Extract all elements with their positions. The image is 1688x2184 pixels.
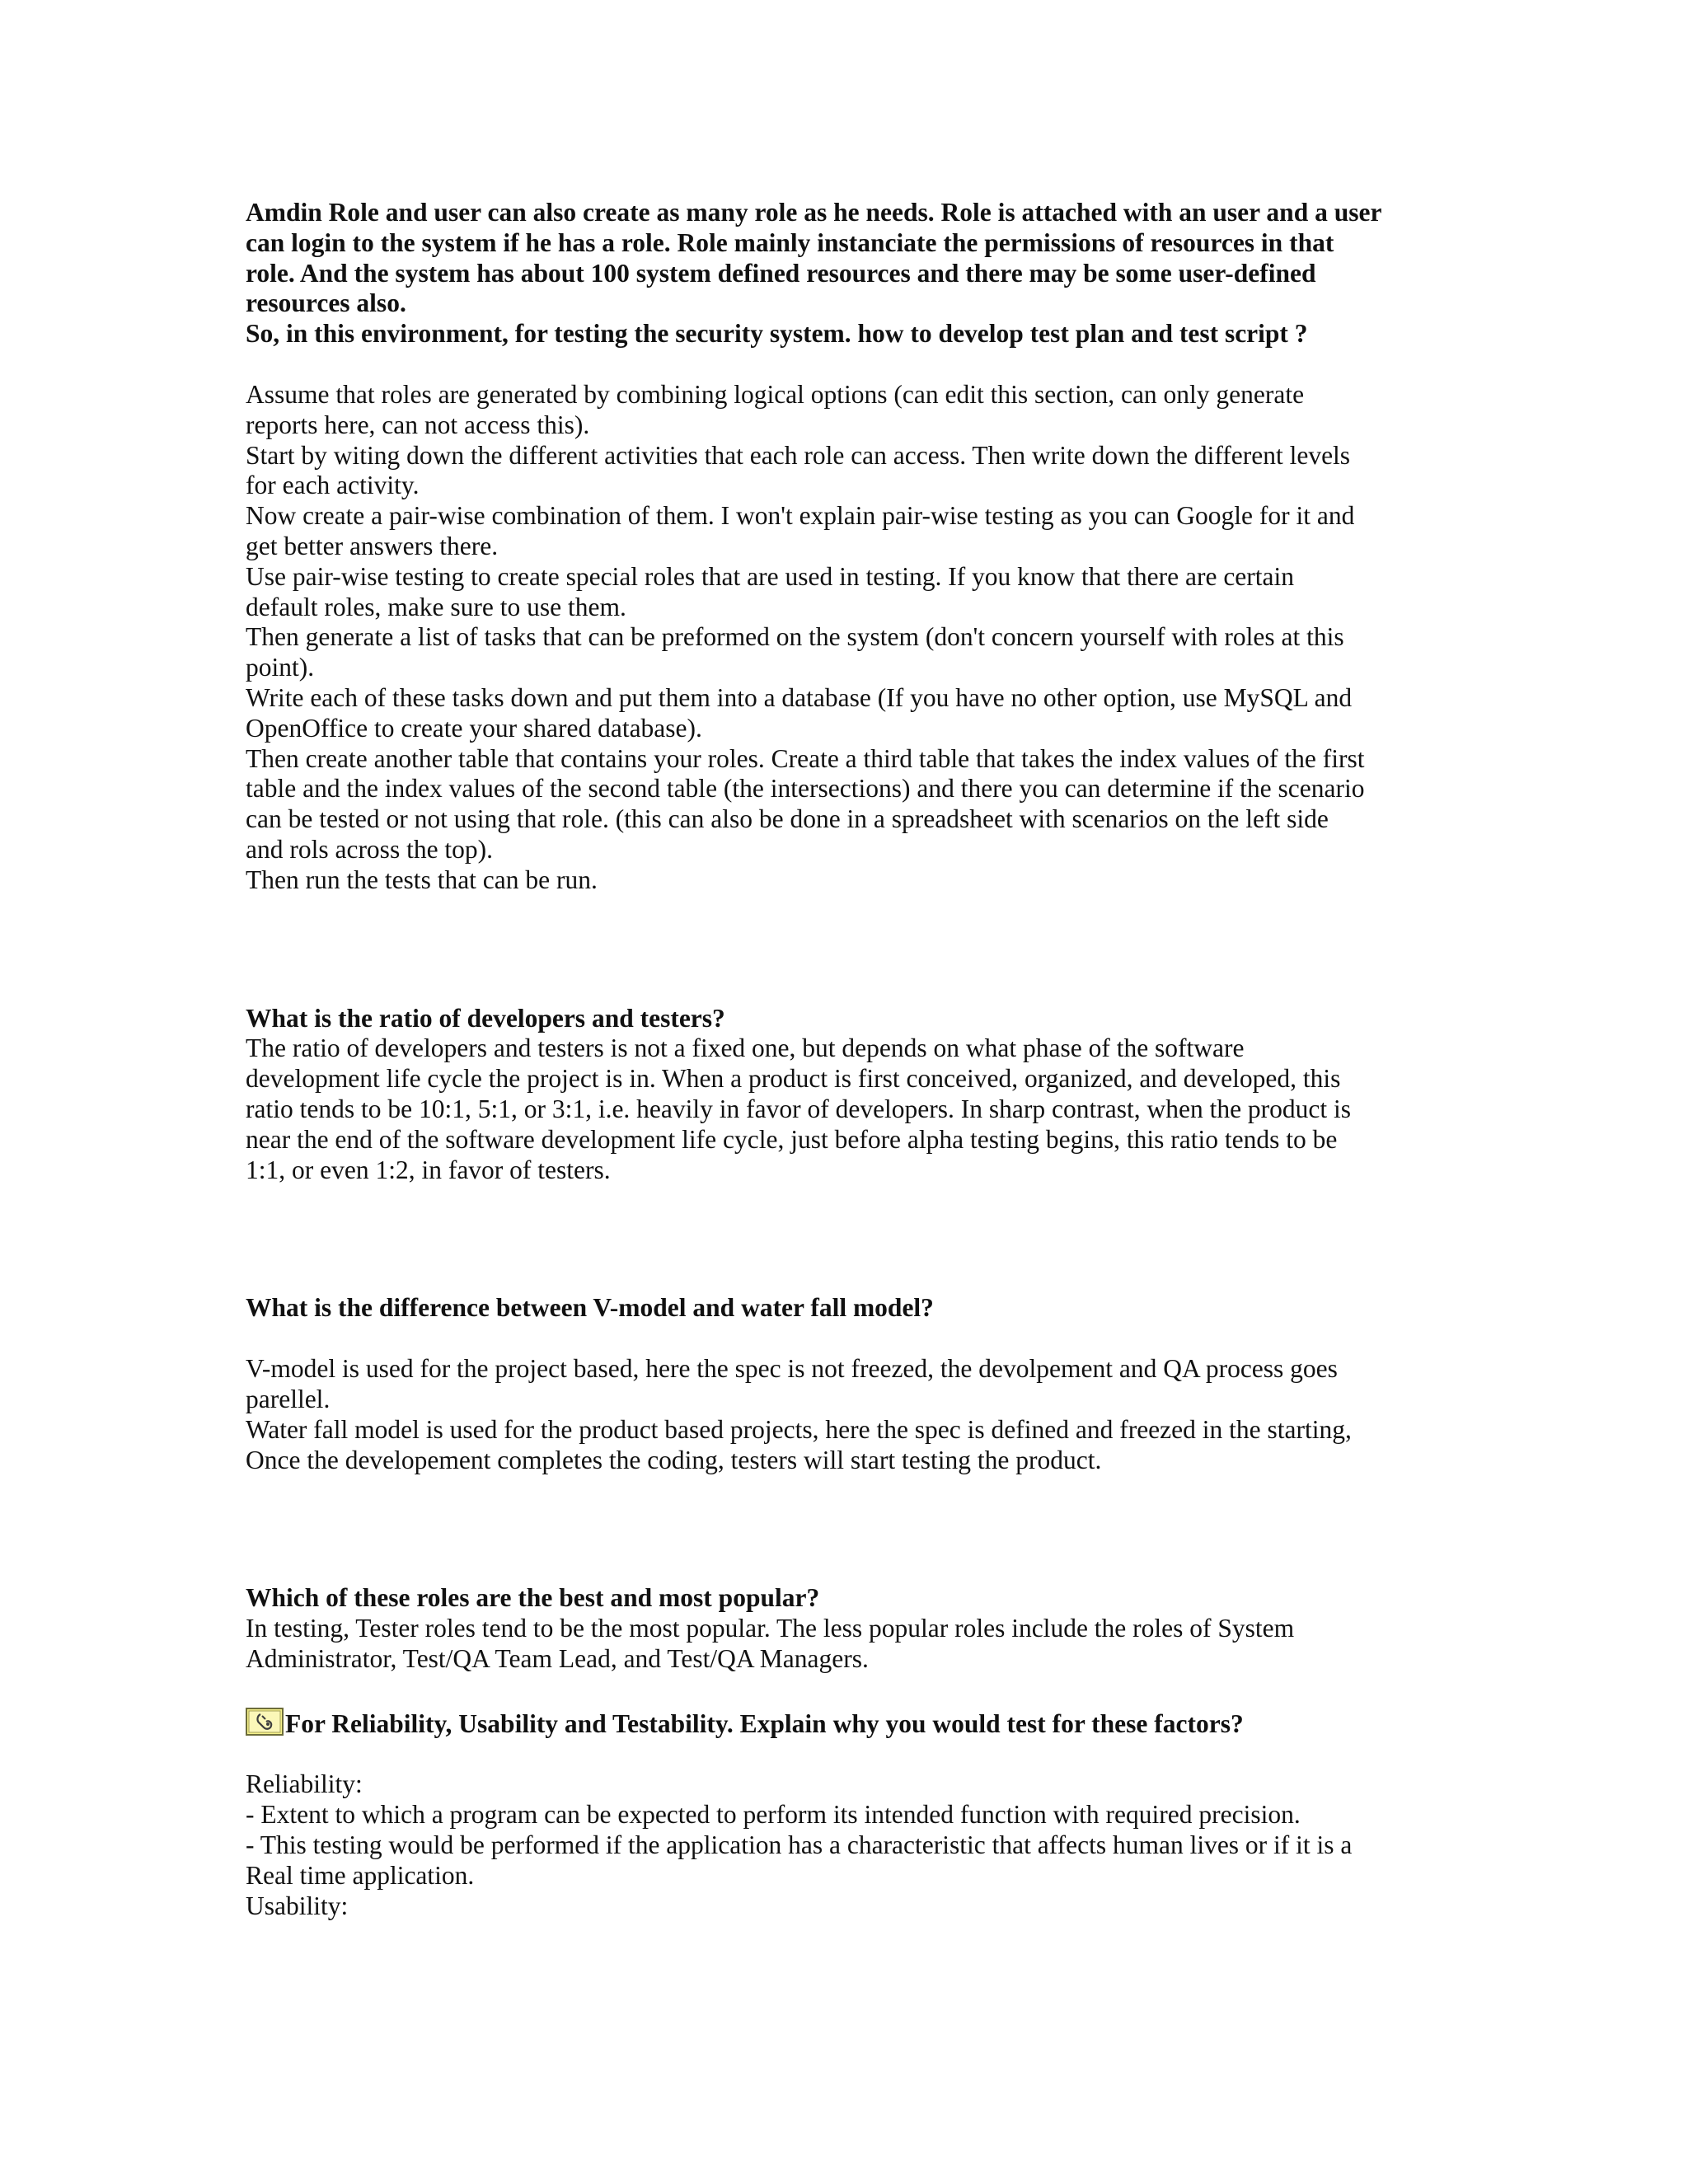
- text-line: get better answers there.: [246, 531, 499, 560]
- text-line: Water fall model is used for the product based projects, here the spec is defined and freezed in the starting,: [246, 1414, 1352, 1444]
- text-line: Once the developement completes the coding, testers will start testing the product.: [246, 1445, 1102, 1474]
- text-line: Reliability:: [246, 1769, 363, 1799]
- text-line: Write each of these tasks down and put them into a database (If you have no other option, use MySQL and: [246, 682, 1353, 712]
- text-line: ratio tends to be 10:1, 5:1, or 3:1, i.e. heavily in favor of developers. In sharp contrast, when the product is: [246, 1094, 1352, 1123]
- text-line: - Extent to which a program can be expected to perform its intended function with required precision.: [246, 1800, 1301, 1830]
- thumbnail-image-icon: [246, 1708, 284, 1736]
- text-line: Then create another table that contains your roles. Create a third table that takes the index values of the first: [246, 743, 1365, 773]
- vmodel-section: [246, 1293, 1441, 1475]
- text-line: role. And the system has about 100 system defined resources and there may be some user-defined: [246, 258, 1316, 288]
- text-line: Use pair-wise testing to create special roles that are used in testing. If you know that there are certain: [246, 561, 1295, 591]
- text-line: Assume that roles are generated by combining logical options (can edit this section, can only generate: [246, 379, 1305, 409]
- text-line: resources also.: [246, 288, 406, 318]
- intro-answer: [246, 380, 1441, 896]
- text-line: Amdin Role and user can also create as many role as he needs. Role is attached with an user and a user: [246, 198, 1382, 227]
- roles-question: Which of these roles are the best and most popular?: [246, 1583, 820, 1613]
- intro-question: [246, 198, 1441, 349]
- text-line: default roles, make sure to use them.: [246, 592, 626, 621]
- text-line: In testing, Tester roles tend to be the most popular. The less popular roles include the roles of System: [246, 1614, 1295, 1643]
- factors-question-row: [246, 1708, 1441, 1740]
- ratio-section: [246, 1004, 1441, 1186]
- text-line: The ratio of developers and testers is not a fixed one, but depends on what phase of the software: [246, 1033, 1245, 1063]
- text-line: table and the index values of the second table (the intersections) and there you can determine if the scenario: [246, 774, 1365, 804]
- text-line: Start by witing down the different activities that each role can access. Then write down the different levels: [246, 440, 1351, 470]
- text-line: Real time application.: [246, 1860, 475, 1890]
- factors-section: [246, 1708, 1441, 1922]
- text-line: - This testing would be performed if the application has a characteristic that affects human lives or if it is a: [246, 1830, 1353, 1860]
- text-line: Now create a pair-wise combination of them. I won't explain pair-wise testing as you can Google for it and: [246, 501, 1355, 531]
- text-line: So, in this environment, for testing the security system. how to develop test plan and test script ?: [246, 319, 1308, 349]
- text-line: Usability:: [246, 1891, 349, 1920]
- text-line: V-model is used for the project based, here the spec is not freezed, the devolpement and QA process goes: [246, 1354, 1338, 1384]
- text-line: Then generate a list of tasks that can be preformed on the system (don't concern yourself with roles at this: [246, 622, 1344, 652]
- text-line: OpenOffice to create your shared database).: [246, 713, 702, 743]
- text-line: near the end of the software development life cycle, just before alpha testing begins, this ratio tends to be: [246, 1124, 1338, 1154]
- text-line: point).: [246, 653, 315, 682]
- text-line: can login to the system if he has a role. Role mainly instanciate the permissions of resources in that: [246, 227, 1334, 257]
- text-line: can be tested or not using that role. (this can also be done in a spreadsheet with scenarios on the left side: [246, 804, 1329, 834]
- roles-section: [246, 1583, 1441, 1674]
- vmodel-question: What is the difference between V-model and water fall model?: [246, 1293, 934, 1323]
- text-line: 1:1, or even 1:2, in favor of testers.: [246, 1155, 611, 1184]
- vmodel-answer: [246, 1354, 1441, 1475]
- ratio-question: What is the ratio of developers and testers?: [246, 1003, 725, 1033]
- factors-question: For Reliability, Usability and Testability. Explain why you would test for these factors?: [285, 1708, 1244, 1738]
- text-line: and rols across the top).: [246, 834, 494, 864]
- factors-answer: [246, 1769, 1441, 1921]
- document-body: [246, 198, 1441, 1921]
- text-line: Then run the tests that can be run.: [246, 865, 598, 894]
- text-line: parellel.: [246, 1384, 331, 1413]
- text-line: development life cycle the project is in. When a product is first conceived, organized, and developed, this: [246, 1064, 1341, 1094]
- text-line: for each activity.: [246, 471, 420, 500]
- text-line: reports here, can not access this).: [246, 410, 590, 439]
- text-line: Administrator, Test/QA Team Lead, and Test/QA Managers.: [246, 1643, 869, 1673]
